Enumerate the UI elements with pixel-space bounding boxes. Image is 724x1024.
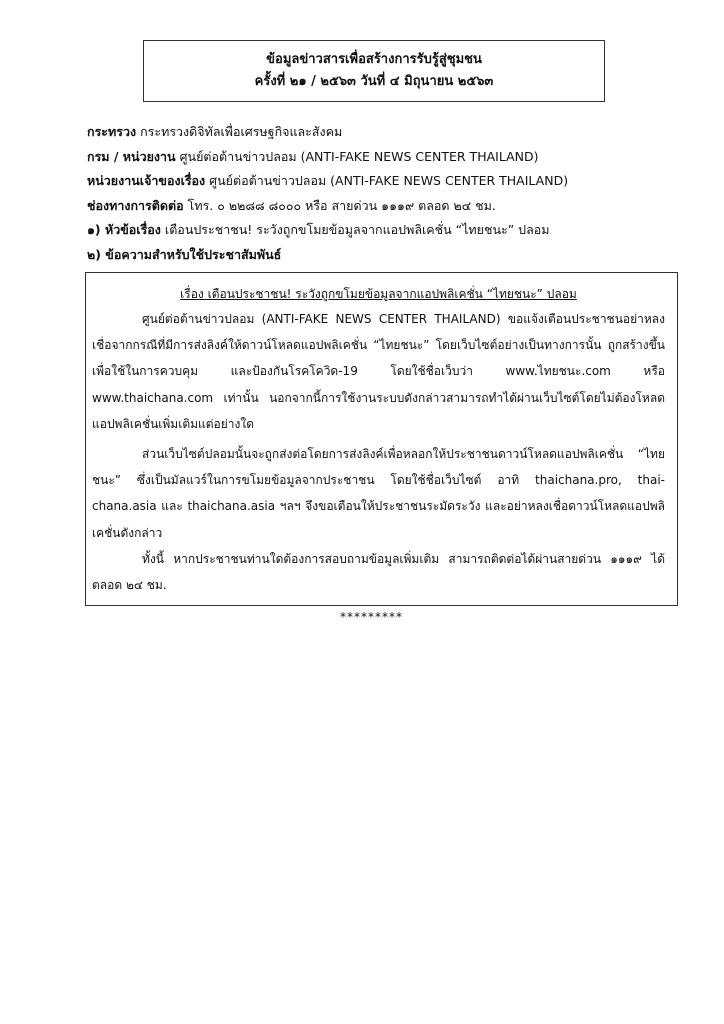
department-row [87, 145, 687, 170]
owner-row [87, 169, 687, 194]
contact-value: โทร. ๐ ๒๒๘๘ ๘๐๐๐ หรือ สายด่วน ๑๑๑๙ ตลอด ๒๔ ชม. [187, 197, 496, 213]
message-box [85, 272, 678, 606]
document-title: ข้อมูลข่าวสารเพื่อสร้างการรับรู้สู่ชุมชน [266, 52, 482, 67]
department-value: ศูนย์ต่อต้านข่าวปลอม (ANTI-FAKE NEWS CENTER THAILAND) [179, 148, 539, 164]
message-title: เรื่อง เตือนประชาชน! ระวังถูกขโมยข้อมูลจากแอปพลิเคชั่น “ไทยชนะ” ปลอม [180, 287, 577, 301]
public-message-label: ๒) ข้อความสำหรับใช้ประชาสัมพันธ์ [87, 246, 282, 262]
contact-row [87, 194, 687, 219]
owner-value: ศูนย์ต่อต้านข่าวปลอม (ANTI-FAKE NEWS CENTER THAILAND) [209, 173, 569, 188]
public-message-row [87, 243, 687, 268]
ministry-row [87, 120, 687, 145]
topic-value: เตือนประชาชน! ระวังถูกขโมยข้อมูลจากแอปพลิเคชั่น “ไทยชนะ” ปลอม [164, 222, 550, 237]
owner-label: หน่วยงานเจ้าของเรื่อง [87, 173, 206, 188]
end-mark: ********* [340, 610, 403, 624]
ministry-value: กระทรวงดิจิทัลเพื่อเศรษฐกิจและสังคม [140, 124, 343, 139]
message-paragraph-1: ศูนย์ต่อต้านข่าวปลอม (ANTI-FAKE NEWS CENTER THAILAND) ขอแจ้งเตือนประชาชนอย่าหลงเชื่อจากกรณีที่มีการส่งลิงค์ให้ดาวน์โหลดแอปพลิเคชั่น “ไทยชนะ” โดยเว็บไซต์อย่างเป็นทางการนั้น ถูกสร้างขึ้นเพื่อใช้ในการควบคุม และป้องกันโรคโควิด-19 โดยใช้ชื่อเว็บว่า www.ไทยชนะ.com หรือ www.thaichana.com เท่านั้น นอกจากนี้การใช้งานระบบดังกล่าวสามารถทำได้ผ่านเว็บไซต์โดยไม่ต้องโหลดแอปพลิเคชั่นเพิ่มเติมแต่อย่างใด [92, 312, 665, 431]
department-label: กรม / หน่วยงาน [87, 148, 176, 164]
header-box [143, 40, 605, 102]
message-paragraph-2: ส่วนเว็บไซต์ปลอมนั้นจะถูกส่งต่อโดยการส่งลิงค์เพื่อหลอกให้ประชาชนดาวน์โหลดแอปพลิเคชั่น “ไทยชนะ” ซึ่งเป็นมัลแวร์ในการขโมยข้อมูลจากประชาชน โดยใช้ชื่อเว็บไซต์ อาทิ thaichana.pro, thai-chana.asia และ thaichana.asia ฯลฯ จึงขอเตือนให้ประชาชนระมัดระวัง และอย่าหลงเชื่อดาวน์โหลดแอปพลิเคชั่นดังกล่าว [92, 447, 665, 540]
contact-label: ช่องทางการติดต่อ [87, 197, 184, 213]
issue-line: ครั้งที่ ๒๑ / ๒๕๖๓ วันที่ ๔ มิถุนายน ๒๕๖๓ [254, 74, 494, 89]
topic-label: ๑) หัวข้อเรื่อง [87, 222, 161, 237]
ministry-label: กระทรวง [87, 124, 137, 139]
message-paragraph-3: ทั้งนี้ หากประชาชนท่านใดต้องการสอบถามข้อมูลเพิ่มเติม สามารถติดต่อได้ผ่านสายด่วน ๑๑๑๙ ได้ตลอด ๒๔ ชม. [92, 551, 665, 593]
topic-row [87, 218, 687, 243]
meta-section [87, 120, 687, 267]
